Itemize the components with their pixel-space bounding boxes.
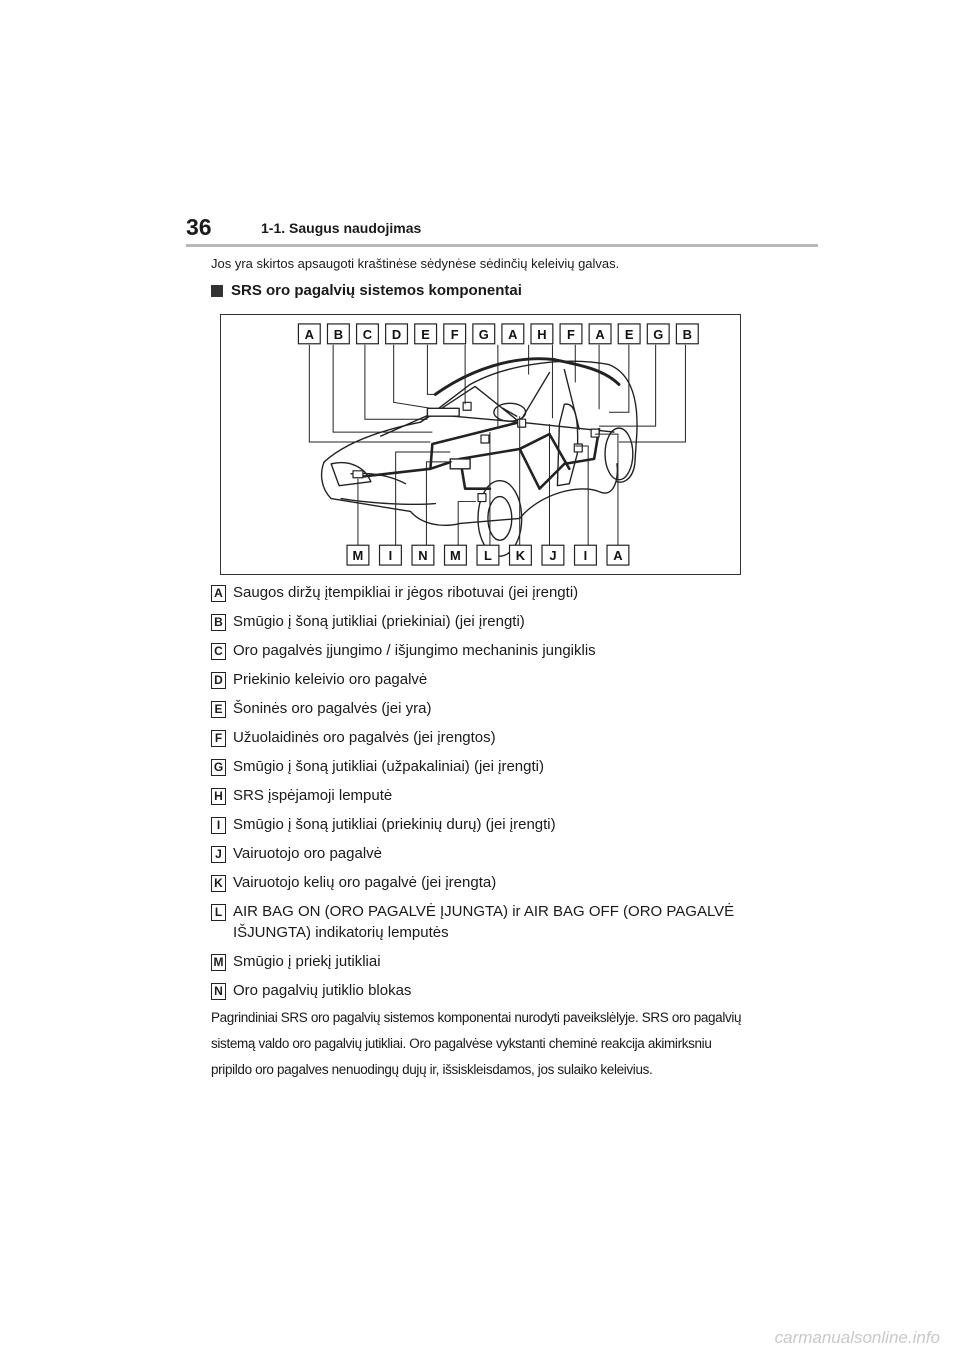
bottom-callout-m <box>445 545 467 565</box>
callout-letter: G <box>653 326 664 342</box>
legend-description: Smūgio į šoną jutikliai (priekiniai) (jei įrengti) <box>233 613 525 630</box>
bottom-callout-l <box>477 545 499 565</box>
legend-item-n <box>211 980 751 1001</box>
bottom-callouts <box>347 545 629 565</box>
legend-description: Smūgio į šoną jutikliai (užpakaliniai) (jei įrengti) <box>233 758 544 775</box>
bottom-callout-m <box>347 545 369 565</box>
top-callout-e <box>618 324 640 344</box>
top-callout-b <box>676 324 698 344</box>
legend-item-j <box>211 843 751 864</box>
legend-letter-badge: J <box>211 846 226 863</box>
legend-item-e <box>211 698 751 719</box>
leader-lines <box>309 345 685 545</box>
intro-text: Jos yra skirtos apsaugoti kraštinėse sėdynėse sėdinčių keleivių galvas. <box>211 256 620 271</box>
top-callout-h <box>531 324 553 344</box>
callout-letter: A <box>508 326 518 342</box>
callout-letter: I <box>583 548 588 564</box>
legend-letter-badge: G <box>211 759 226 776</box>
legend-item-f <box>211 727 751 748</box>
legend-description: Užuolaidinės oro pagalvės (jei įrengtos) <box>233 729 496 746</box>
callout-letter: J <box>549 548 557 564</box>
legend-description: Vairuotojo kelių oro pagalvė (jei įrengta) <box>233 874 497 891</box>
callout-letter: E <box>624 326 634 342</box>
legend-description: AIR BAG ON (ORO PAGALVĖ ĮJUNGTA) ir AIR BAG OFF (ORO PAGALVĖ IŠJUNGTA) indikatorių lemputės <box>233 903 735 941</box>
square-bullet-icon <box>211 285 223 297</box>
top-callouts <box>298 324 698 344</box>
legend-item-k <box>211 872 751 893</box>
bottom-callout-a <box>607 545 629 565</box>
callout-letter: F <box>567 326 575 342</box>
callout-letter: I <box>388 548 393 564</box>
top-callout-a <box>298 324 320 344</box>
footer-paragraph: Pagrindiniai SRS oro pagalvių sistemos komponentai nurodyti paveikslėlyje. SRS oro pagalvių sistemą valdo oro pagalvių jutikliai. Oro pagalvėse vykstanti cheminė reakcija akimirksniu pripildo oro pagalves nenuodingų dujų ir, išsiskleisdamos, jos sulaiko keleivius. <box>211 1010 742 1077</box>
legend-description: SRS įspėjamoji lemputė <box>233 787 393 804</box>
watermark: carmanualsonline.info <box>774 1328 940 1347</box>
callout-letter: B <box>333 326 344 342</box>
legend-description: Priekinio keleivio oro pagalvė <box>233 671 428 688</box>
legend-letter-badge: F <box>211 730 226 747</box>
legend-letter-badge: K <box>211 875 226 892</box>
callout-letter: L <box>484 548 492 564</box>
top-callout-f <box>444 324 466 344</box>
legend-letter-badge: I <box>211 817 226 834</box>
legend-description: Smūgio į šoną jutikliai (priekinių durų) (jei įrengti) <box>233 816 556 833</box>
top-callout-f <box>560 324 582 344</box>
top-callout-b <box>327 324 349 344</box>
callout-letter: A <box>304 326 314 342</box>
top-callout-d <box>386 324 408 344</box>
callout-letter: M <box>450 548 461 564</box>
subheading-label: SRS oro pagalvių sistemos komponentai <box>231 282 522 299</box>
callout-letter: H <box>537 326 547 342</box>
callout-letter: K <box>515 548 526 564</box>
legend-letter-badge: A <box>211 585 226 602</box>
legend-item-a <box>211 582 751 603</box>
legend-description: Oro pagalvių jutiklio blokas <box>233 982 412 999</box>
top-callout-c <box>357 324 379 344</box>
legend-description: Smūgio į priekį jutikliai <box>233 953 381 970</box>
legend-item-c <box>211 640 751 661</box>
legend <box>211 582 751 1001</box>
legend-letter-badge: D <box>211 672 226 689</box>
bottom-callout-j <box>542 545 564 565</box>
legend-letter-badge: B <box>211 614 226 631</box>
callout-letter: N <box>418 548 428 564</box>
legend-letter-badge: H <box>211 788 226 805</box>
callout-letter: A <box>613 548 623 564</box>
legend-description: Saugos diržų įtempikliai ir jėgos ribotuvai (jei įrengti) <box>233 584 579 601</box>
legend-item-b <box>211 611 751 632</box>
callout-letter: F <box>450 326 459 342</box>
srs-diagram <box>220 314 741 575</box>
callout-letter: M <box>352 548 364 564</box>
legend-item-h <box>211 785 751 806</box>
diagram-svg <box>221 315 740 574</box>
legend-letter-badge: L <box>211 904 226 921</box>
bottom-callout-n <box>412 545 434 565</box>
top-callout-g <box>473 324 495 344</box>
legend-letter-badge: C <box>211 643 226 660</box>
legend-item-l <box>211 901 751 943</box>
legend-letter-badge: N <box>211 983 226 1000</box>
header-rule <box>186 244 818 247</box>
top-callout-a <box>502 324 524 344</box>
top-callout-g <box>647 324 669 344</box>
page-number: 36 <box>186 214 212 240</box>
legend-letter-badge: E <box>211 701 226 718</box>
legend-item-m <box>211 951 751 972</box>
legend-description: Oro pagalvės įjungimo / išjungimo mechaninis jungiklis <box>233 642 596 659</box>
legend-letter-badge: M <box>211 954 226 971</box>
callout-letter: G <box>478 326 489 342</box>
legend-description: Vairuotojo oro pagalvė <box>233 845 382 862</box>
bottom-callout-i <box>380 545 402 565</box>
callout-letter: C <box>362 326 373 342</box>
legend-item-d <box>211 669 751 690</box>
callout-letter: E <box>421 326 430 342</box>
bottom-callout-i <box>575 545 597 565</box>
legend-item-i <box>211 814 751 835</box>
callout-letter: B <box>682 326 692 342</box>
section-title: 1-1. Saugus naudojimas <box>261 220 422 236</box>
legend-description: Šoninės oro pagalvės (jei yra) <box>233 700 432 717</box>
car-illustration <box>322 359 637 556</box>
bottom-callout-k <box>510 545 532 565</box>
top-callout-e <box>415 324 437 344</box>
top-callout-a <box>589 324 611 344</box>
subheading <box>211 282 522 299</box>
legend-item-g <box>211 756 751 777</box>
callout-letter: A <box>595 326 605 342</box>
callout-letter: D <box>391 326 402 342</box>
